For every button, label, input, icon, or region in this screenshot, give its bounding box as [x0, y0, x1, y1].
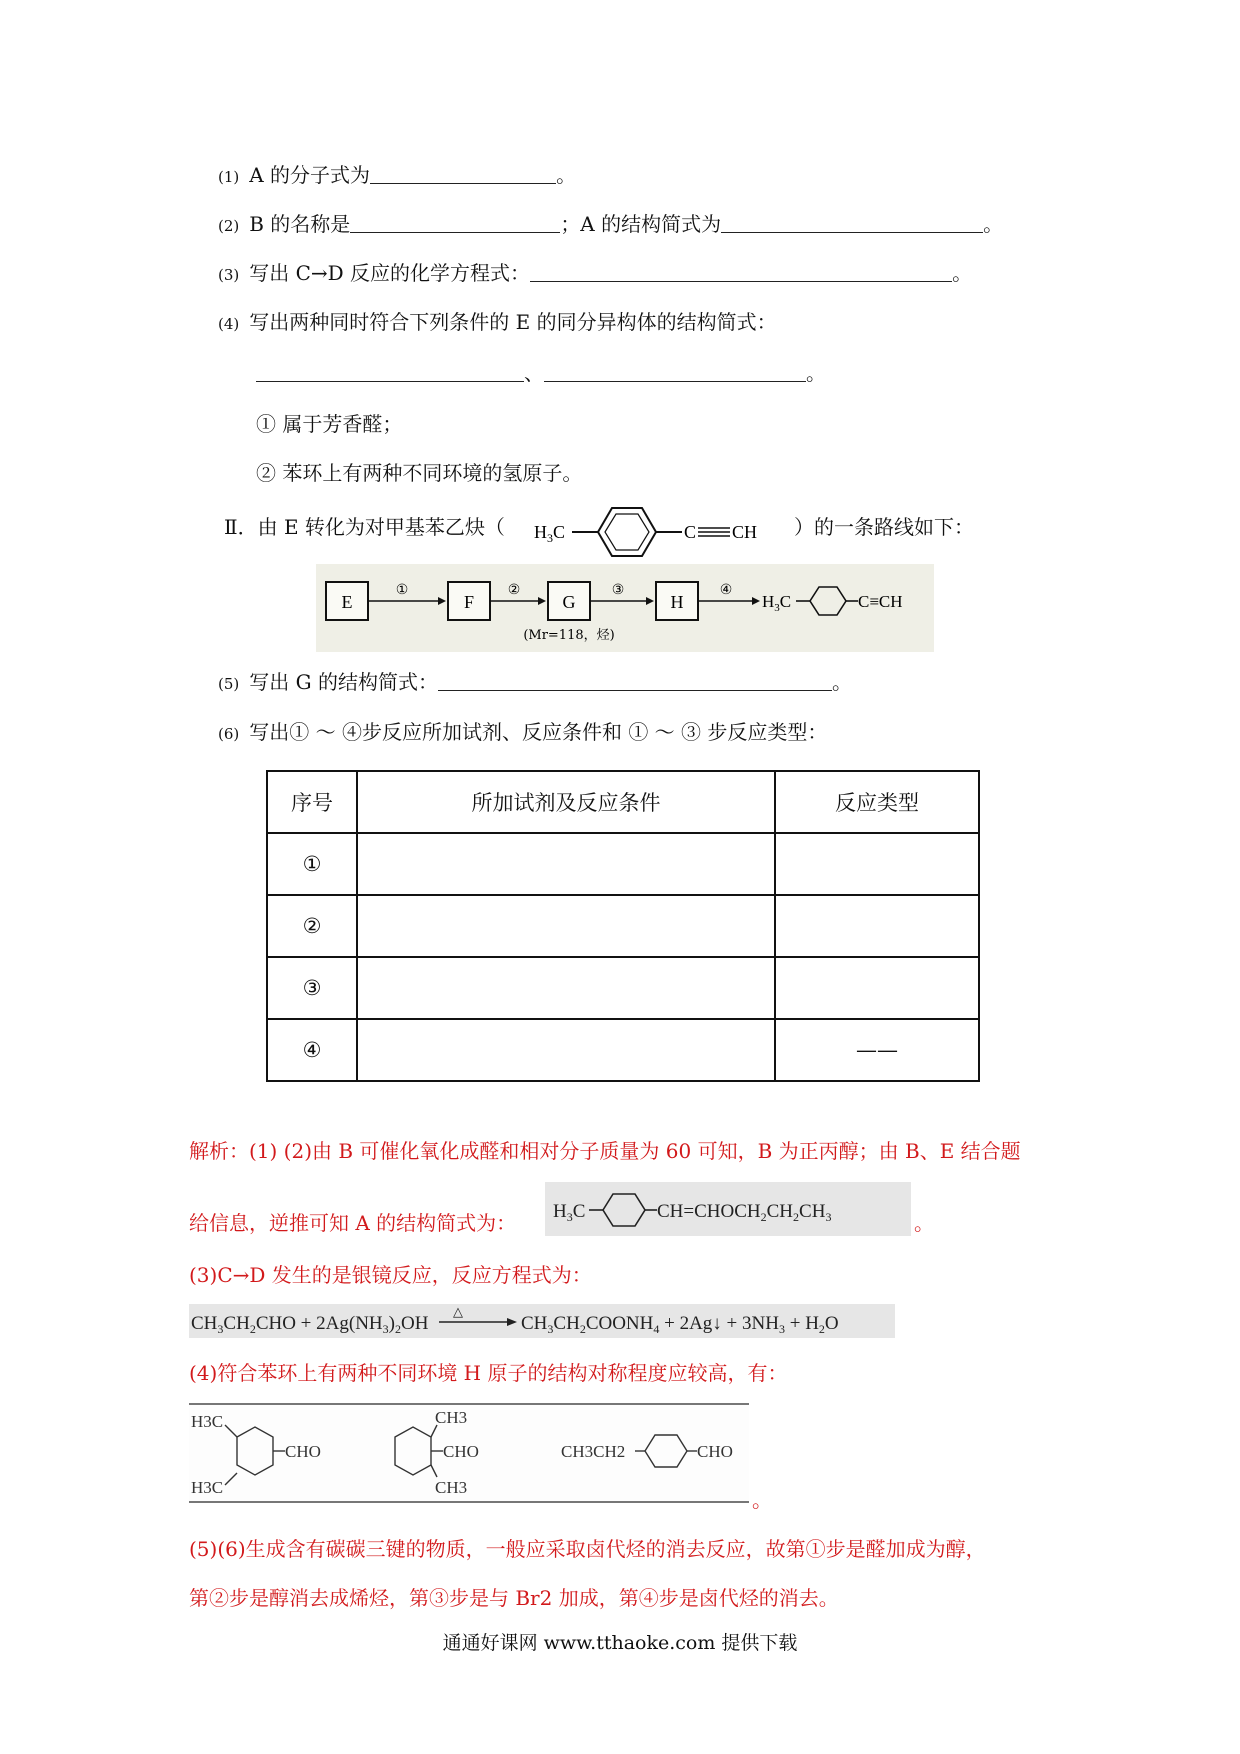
isomers — [189, 1403, 749, 1499]
table-row: ② — [267, 895, 979, 957]
type-cell[interactable] — [775, 833, 979, 895]
analysis-line-6: 第②步是醇消去成烯烃，第③步是与 Br2 加成，第④步是卤代烃的消去。 — [189, 1586, 839, 1610]
answer-blank[interactable] — [438, 670, 832, 691]
analysis-line-2-end: 。 — [914, 1211, 934, 1235]
part2-suffix: ）的一条路线如下： — [794, 515, 974, 539]
question-6: (6) 写出① ～ ④步反应所加试剂、反应条件和 ① ～ ③ 步反应类型： — [218, 720, 828, 744]
svg-text:CHO: CHO — [285, 1442, 321, 1461]
svg-text:H3C: H3C — [191, 1478, 224, 1497]
svg-text:CH=CHOCH2CH2CH3: $CH=CHOCH_2CH_2CH_3$ — [657, 1201, 832, 1224]
answer-blank[interactable] — [544, 361, 806, 382]
svg-text:H3C: $H_3C$ — [762, 592, 792, 614]
svg-text:④: ④ — [719, 582, 733, 598]
svg-text:CHO: CHO — [443, 1442, 479, 1461]
svg-text:CH3: CH3 — [435, 1408, 468, 1427]
route-diagram — [316, 564, 934, 652]
answer-blank[interactable] — [370, 163, 556, 184]
question-4-blanks: 、 。 — [256, 360, 826, 386]
silver-mirror-equation — [189, 1304, 895, 1338]
svg-text:E: E — [341, 592, 353, 612]
svg-text:H3C: $H_3C$ — [553, 1201, 586, 1224]
answer-blank[interactable] — [530, 261, 952, 282]
answer-blank[interactable] — [721, 212, 983, 233]
isomer-1 — [191, 1412, 321, 1497]
answer-blank[interactable] — [256, 361, 524, 382]
svg-text:CH3: CH3 — [435, 1478, 468, 1497]
route-product — [762, 587, 903, 615]
condition-1: ① 属于芳香醛； — [256, 412, 403, 436]
type-cell[interactable] — [775, 895, 979, 957]
question-1: (1) A 的分子式为 。 — [218, 163, 577, 187]
header-reagent: 所加试剂及反应条件 — [357, 771, 775, 833]
svg-text:G: G — [562, 592, 576, 612]
table-row: ① — [267, 833, 979, 895]
header-type: 反应类型 — [775, 771, 979, 833]
svg-text:C≡CH: C≡CH — [858, 592, 903, 611]
svg-text:CH3CH2CHO + 2Ag(NH3)2OH: $CH_3CH_2CHO + 2Ag(NH_3)_2OH$ — [191, 1313, 429, 1336]
svg-text:②: ② — [507, 582, 521, 598]
svg-text:H: H — [670, 592, 684, 612]
reagent-cell[interactable] — [357, 833, 775, 895]
analysis-line-4: (4)符合苯环上有两种不同环境 H 原子的结构对称程度应较高，有： — [189, 1361, 788, 1385]
svg-text:①: ① — [395, 582, 409, 598]
reagent-cell[interactable] — [357, 895, 775, 957]
svg-text:CHO: CHO — [697, 1442, 733, 1461]
svg-text:F: F — [463, 592, 475, 612]
question-5: (5) 写出 G 的结构简式： 。 — [218, 670, 852, 694]
type-cell[interactable] — [775, 957, 979, 1019]
reagent-cell[interactable] — [357, 1019, 775, 1081]
svg-text:△: △ — [453, 1305, 463, 1320]
ch-label: CH — [732, 522, 758, 542]
answer-blank[interactable] — [350, 212, 560, 233]
reaction-table — [266, 770, 980, 1082]
a-structure — [545, 1182, 911, 1236]
h3c-label: $H_3C$ — [534, 522, 566, 545]
question-3: (3) 写出 C→D 反应的化学方程式： 。 — [218, 261, 973, 285]
target-structure — [530, 496, 800, 558]
question-2: (2) B 的名称是 ；A 的结构简式为 。 — [218, 212, 1004, 236]
c-label: C — [684, 522, 697, 542]
header-no: 序号 — [267, 771, 357, 833]
analysis-line-5: (5)(6)生成含有碳碳三键的物质，一般应采取卤代烃的消去反应，故第①步是醛加成为醇， — [189, 1537, 986, 1561]
svg-text:③: ③ — [611, 582, 625, 598]
question-4: (4) 写出两种同时符合下列条件的 E 的同分异构体的结构简式： — [218, 310, 777, 334]
isomer-2 — [395, 1408, 479, 1497]
analysis-line-1: 解析：(1) (2)由 B 可催化氧化成醛和相对分子质量为 60 可知，B 为正丙醇；由 B、E 结合题 — [189, 1139, 1021, 1163]
analysis-line-2: 给信息，逆推可知 A 的结构简式为： — [189, 1211, 517, 1235]
g-note: (Mr=118，烃) — [523, 628, 615, 643]
part2-heading: Ⅱ．由 E 转化为对甲基苯乙炔（ — [224, 515, 505, 539]
svg-text:H3C: H3C — [191, 1412, 224, 1431]
isomer-3 — [561, 1435, 733, 1467]
analysis-line-3: (3)C→D 发生的是银镜反应，反应方程式为： — [189, 1263, 592, 1287]
table-row: ④ —— — [267, 1019, 979, 1081]
page-footer: 通通好课网 www.tthaoke.com 提供下载 — [442, 1632, 798, 1654]
type-cell: —— — [775, 1019, 979, 1081]
svg-text:CH3CH2: CH3CH2 — [561, 1442, 626, 1461]
reagent-cell[interactable] — [357, 957, 775, 1019]
table-row: ③ — [267, 957, 979, 1019]
svg-text:CH3CH2COONH4 + 2Ag↓ + 3NH3 + H: $CH_3CH_2COONH_4$ + 2Ag↓ + $3NH_3 + H_2O$ — [521, 1313, 839, 1336]
benzene-ring — [598, 508, 656, 556]
analysis-line-4-end: 。 — [752, 1488, 772, 1512]
condition-2: ② 苯环上有两种不同环境的氢原子。 — [256, 461, 583, 485]
table-header-row — [267, 771, 979, 833]
